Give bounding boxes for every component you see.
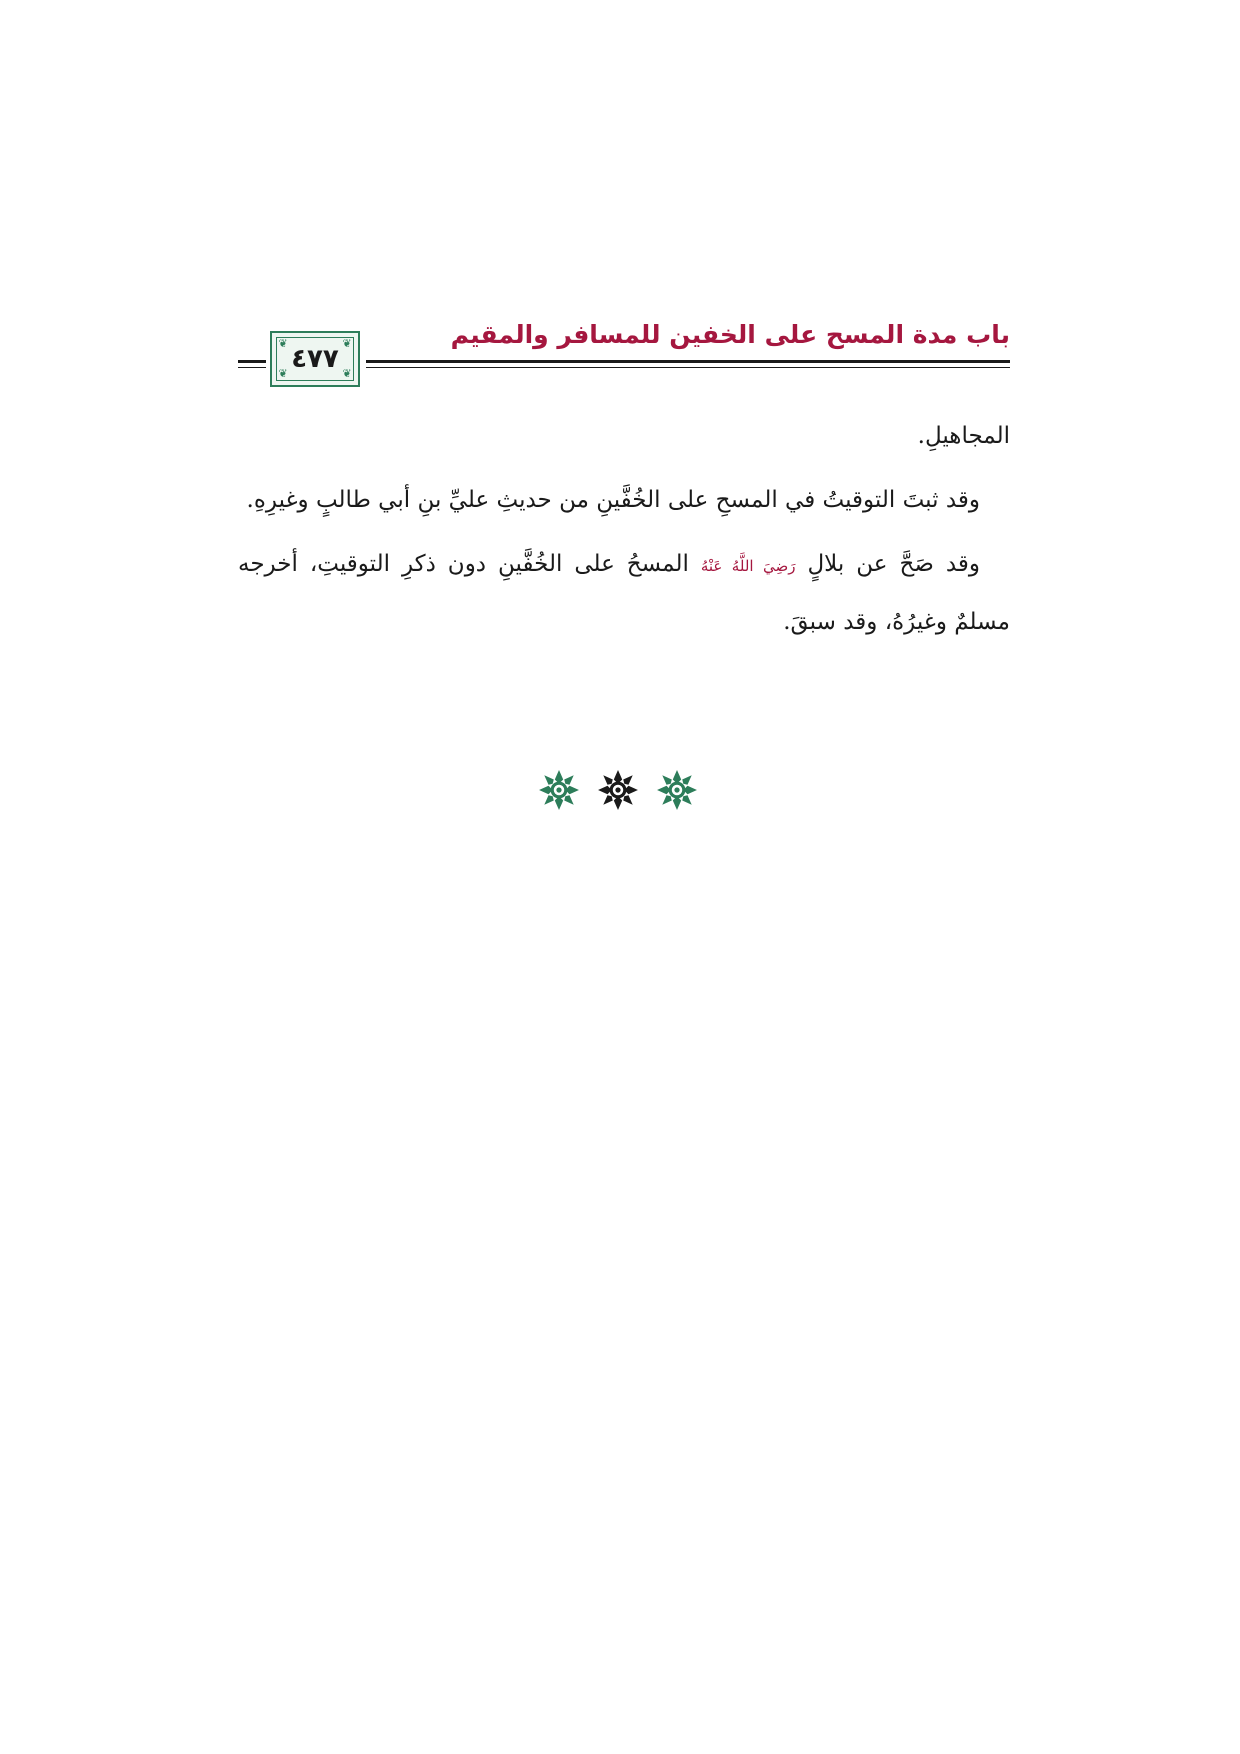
section-divider [538,768,698,812]
header-rule-thin [366,367,1010,368]
green-flower-icon [656,769,698,811]
header-rule-left-thin [238,367,266,368]
page-header [238,318,1010,388]
frame-ornament-icon: ❦ [342,337,352,350]
honorific-glyph: رَضِيَ اللَّهُ عَنْهُ [700,557,796,575]
page-number: ٤٧٧ [291,344,339,374]
paragraph-text: وقد صَحَّ عن بلالٍ [807,551,980,577]
page-body [238,408,1010,658]
frame-ornament-icon: ❦ [278,367,288,380]
paragraph: المجاهيلِ. [917,423,1010,449]
page-number-frame [270,331,360,387]
header-rule-left [238,360,266,363]
paragraph [238,536,1010,650]
chapter-title: باب مدة المسح على الخفين للمسافر والمقيم [450,320,1010,349]
header-rule [366,360,1010,363]
frame-ornament-icon: ❦ [342,367,352,380]
paragraph-text: المسحُ على الخُفَّينِ دون ذكرِ التوقيتِ، أخرجه مسلمٌ وغيرُهُ، وقد سبقَ. [238,551,1010,635]
black-flower-icon [597,769,639,811]
green-flower-icon [538,769,580,811]
frame-ornament-icon: ❦ [278,337,288,350]
paragraph: وقد ثبتَ التوقيتُ في المسحِ على الخُفَّينِ من حديثِ عليِّ بنِ أبي طالبٍ وغيرِهِ. [246,487,980,513]
